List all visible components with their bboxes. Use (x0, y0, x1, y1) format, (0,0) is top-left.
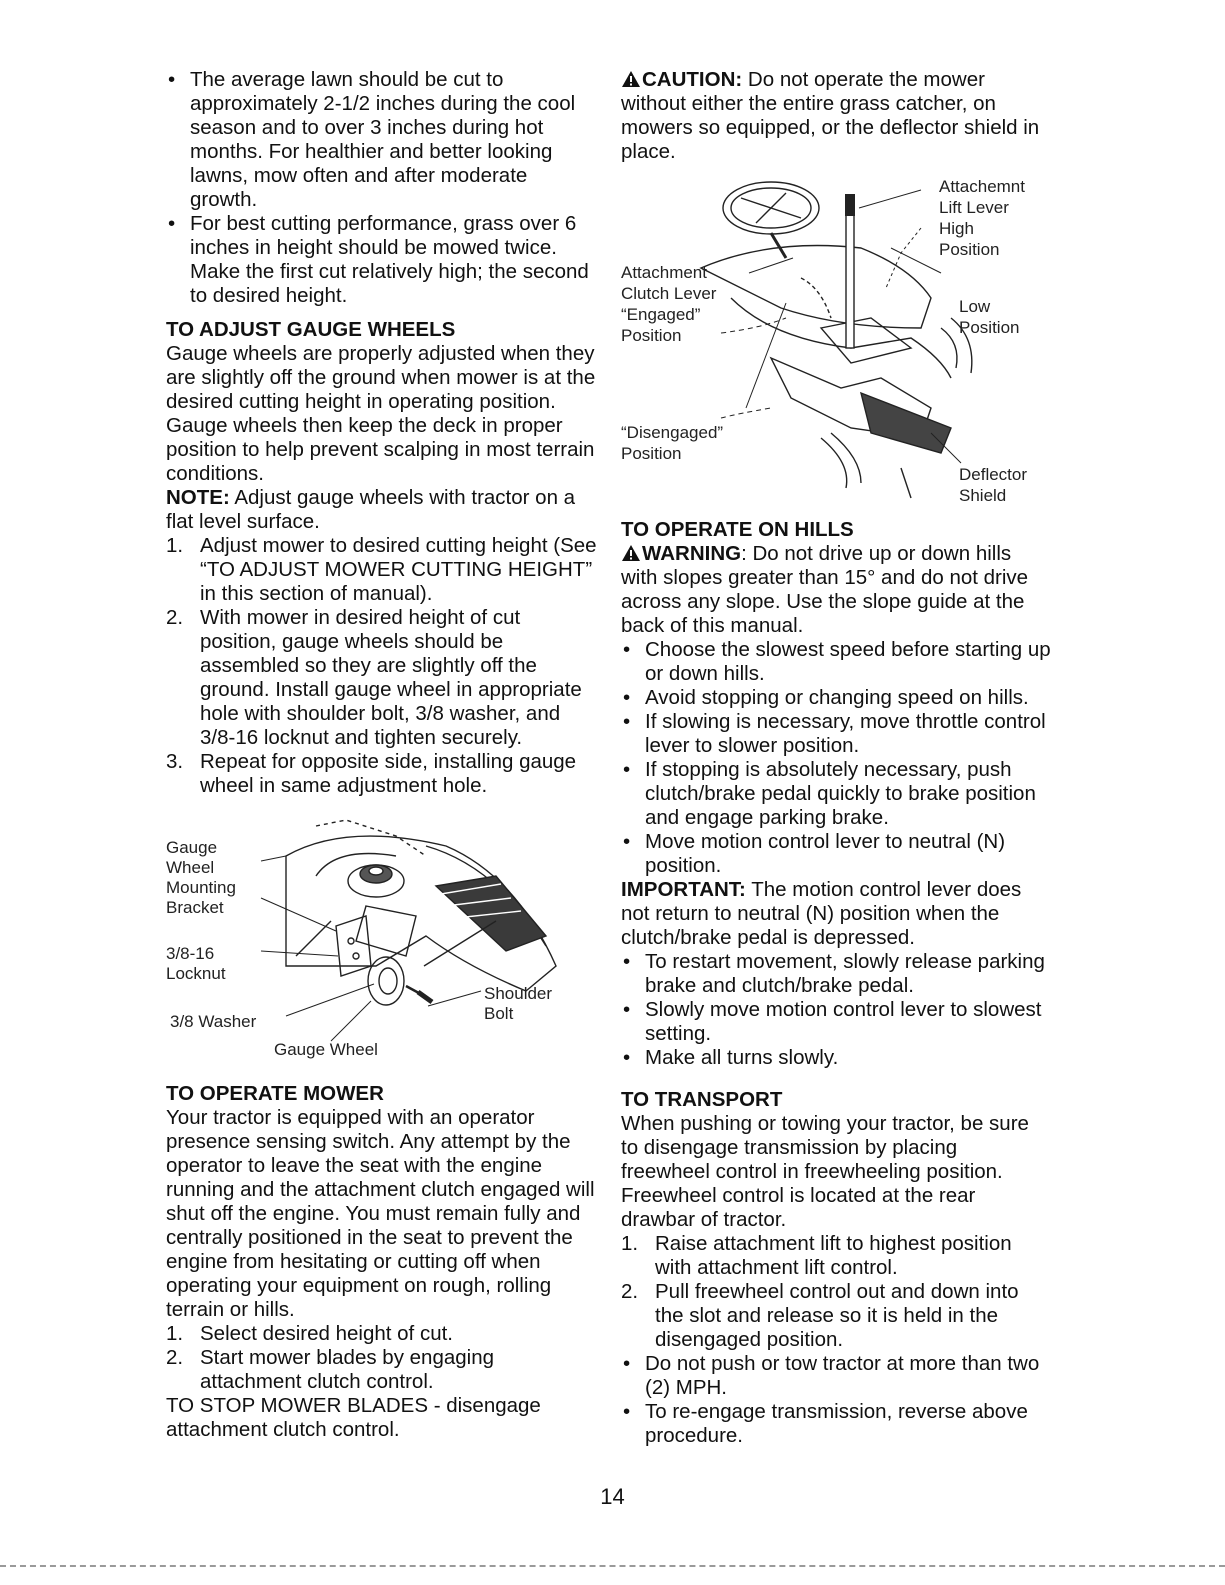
gauge-step (166, 606, 598, 750)
label-line: Low (959, 297, 991, 316)
left-column (166, 68, 598, 1442)
stop-blades-text: TO STOP MOWER BLADES - disengage attachment clutch control. (166, 1394, 541, 1441)
step-text: Raise attachment lift to highest position with attachment lift control. (655, 1232, 1012, 1279)
label-line: Bolt (484, 1004, 514, 1023)
important-text: The motion control lever does not return to neutral (N) position when the clutch/brake pedal is depressed. (621, 878, 1022, 949)
hills-bullet: • If slowing is necessary, move throttle control lever to slower position. (621, 710, 1051, 758)
caution-paragraph (621, 68, 1051, 164)
page-number: 14 (600, 1484, 625, 1509)
transport-heading: TO TRANSPORT (621, 1088, 783, 1111)
lift-lever-label (939, 176, 1025, 260)
step-text: Pull freewheel control out and down into the slot and release so it is held in the disengaged position. (655, 1280, 1019, 1351)
step-number: 2. (166, 606, 184, 629)
mower-step (166, 1346, 598, 1394)
warning-label: WARNING (642, 542, 742, 565)
caution-text: Do not operate the mower without either the entire grass catcher, on mowers so equipped, or the deflector shield in place. (621, 68, 1040, 163)
label-line: Position (621, 444, 682, 463)
hills-bullet: • Move motion control lever to neutral (N) position. (621, 830, 1051, 878)
label-line: Shoulder (484, 984, 553, 1003)
note-label: NOTE: (166, 486, 230, 509)
label-line: Position (959, 318, 1020, 337)
transport-step (621, 1280, 1051, 1352)
warning-paragraph (621, 542, 1051, 638)
lawn-height-bullet: • The average lawn should be cut to approximately 2-1/2 inches during the cool season and to over 3 inches during hot months. For healthier and better looking lawns, mow often and after moderate growth. (166, 68, 598, 212)
washer-label: 3/8 Washer (170, 1012, 257, 1031)
clutch-lever-label (621, 262, 716, 346)
transport-step (621, 1232, 1051, 1280)
hills-bullet: • Avoid stopping or changing speed on hills. (621, 686, 1051, 710)
bracket-label (166, 838, 236, 918)
gauge-wheel-figure (166, 816, 598, 1064)
mower-step (166, 1322, 598, 1346)
transport-bullet: • Do not push or tow tractor at more than two (2) MPH. (621, 1352, 1051, 1400)
locknut-label (166, 944, 226, 984)
warning-triangle-icon (621, 70, 641, 88)
label-line: Bracket (166, 898, 224, 917)
label-line: Mounting (166, 878, 236, 897)
gauge-step (166, 534, 598, 606)
gauge-wheel-caption: Gauge Wheel (274, 1040, 378, 1059)
label-line: 3/8-16 (166, 944, 215, 963)
step-text: Select desired height of cut. (200, 1322, 453, 1345)
label-line: Attachemnt (939, 177, 1025, 196)
label-line: Clutch Lever (621, 284, 717, 303)
note-text: Adjust gauge wheels with tractor on a flat level surface. (166, 486, 576, 533)
label-line: Deflector (959, 465, 1028, 484)
tall-grass-bullet: • For best cutting performance, grass over 6 inches in height should be mowed twice. Make the first cut relatively high; the second to desired height. (166, 212, 598, 308)
label-line: “Engaged” (621, 305, 701, 324)
gauge-note (166, 486, 598, 534)
operate-mower-heading: TO OPERATE MOWER (166, 1082, 384, 1105)
label-line: Position (621, 326, 682, 345)
label-line: “Disengaged” (621, 423, 724, 442)
hills-bullet: • Make all turns slowly. (621, 1046, 1051, 1070)
step-number: 2. (166, 1346, 184, 1369)
attachment-lever-figure (621, 178, 1051, 508)
warning-triangle-icon (621, 544, 641, 562)
step-text: With mower in desired height of cut position, gauge wheels should be assembled so they are slightly off the ground. Install gauge wheel in appropriate hole with shoulder bolt, 3/8 washer, and 3/8-16 locknut and tighten securely. (200, 606, 582, 749)
step-number: 2. (621, 1280, 639, 1303)
step-number: 1. (166, 1322, 184, 1345)
label-line: Wheel (166, 858, 215, 877)
hills-bullet: • If stopping is absolutely necessary, push clutch/brake pedal quickly to brake position and engage parking brake. (621, 758, 1051, 830)
step-text: Adjust mower to desired cutting height (See “TO ADJUST MOWER CUTTING HEIGHT” in this section of manual). (200, 534, 597, 605)
hills-bullet: • Slowly move motion control lever to slowest setting. (621, 998, 1051, 1046)
hills-bullet: • To restart movement, slowly release parking brake and clutch/brake pedal. (621, 950, 1051, 998)
hills-bullet: • Choose the slowest speed before starting up or down hills. (621, 638, 1051, 686)
label-line: High (939, 219, 974, 238)
warning-text: : Do not drive up or down hills with slopes greater than 15° and do not drive across any slope. Use the slope guide at the back of this manual. (621, 542, 1029, 637)
label-line: Gauge (166, 838, 218, 857)
deflector-shield-label (959, 464, 1027, 506)
operate-hills-heading: TO OPERATE ON HILLS (621, 518, 854, 541)
step-text: Start mower blades by engaging attachment clutch control. (200, 1346, 495, 1393)
important-label: IMPORTANT: (621, 878, 746, 901)
step-number: 1. (621, 1232, 639, 1255)
label-line: Position (939, 240, 1000, 259)
right-column (621, 68, 1051, 1448)
label-line: Lift Lever (939, 198, 1009, 217)
caution-label: CAUTION: (642, 68, 743, 91)
label-line: Locknut (166, 964, 226, 983)
shoulder-bolt-label (484, 984, 552, 1024)
page-bottom-rule (0, 1565, 1225, 1567)
low-position-label (959, 296, 1019, 338)
step-text: Repeat for opposite side, installing gauge wheel in same adjustment hole. (200, 750, 577, 797)
important-paragraph (621, 878, 1051, 950)
transport-bullet: • To re-engage transmission, reverse above procedure. (621, 1400, 1051, 1448)
transport-paragraph: When pushing or towing your tractor, be sure to disengage transmission by placing freewheel control in freewheeling position. Freewheel control is located at the rear drawbar of tractor. (621, 1112, 1029, 1231)
gauge-wheels-paragraph: Gauge wheels are properly adjusted when they are slightly off the ground when mower is at the desired cutting height in operating position. Gauge wheels then keep the deck in proper position to help prevent scalping in most terrain conditions. (166, 342, 596, 485)
operate-mower-paragraph: Your tractor is equipped with an operator presence sensing switch. Any attempt by the operator to leave the seat with the engine running and the attachment clutch engaged will shut off the engine. You must remain fully and centrally positioned in the seat to prevent the engine from hesitating or cutting off when operating your equipment on rough, rolling terrain or hills. (166, 1106, 595, 1321)
step-number: 1. (166, 534, 184, 557)
step-number: 3. (166, 750, 184, 773)
disengaged-label (621, 422, 723, 464)
label-line: Attachment (621, 263, 707, 282)
gauge-wheels-heading: TO ADJUST GAUGE WHEELS (166, 318, 456, 341)
gauge-step (166, 750, 598, 798)
label-line: Shield (959, 486, 1007, 505)
